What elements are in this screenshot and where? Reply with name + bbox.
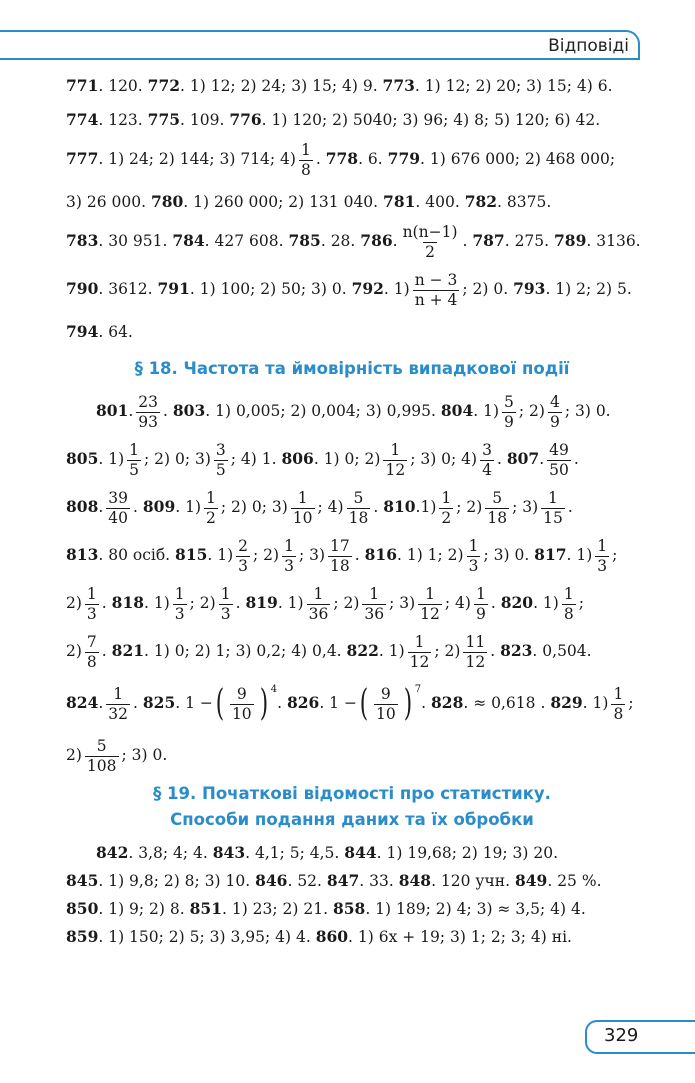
fraction: $\frac{3}{5}$ (215, 441, 226, 479)
fraction: $\frac{1}{10}$ (292, 489, 313, 527)
section-heading: § 18. Частота та ймовірність випадкової події (134, 358, 570, 378)
answer-line: 845. 1) 9,8; 2) 8; 3) 10. 846. 52. 847. 33. 848. 120 учн. 849. 25 %. (66, 870, 602, 890)
fraction: $\frac{1}{8}$ (300, 141, 311, 179)
fraction: $\frac{17}{18}$ (330, 537, 350, 575)
fraction: $\frac{1}{36}$ (364, 585, 385, 623)
fraction: $\frac{1}{5}$ (129, 441, 139, 479)
fraction: $\frac{23}{93}$ (138, 393, 159, 431)
fraction: $\frac{1}{12}$ (385, 441, 406, 479)
page-number: 329 (604, 1025, 639, 1046)
fraction: $\frac{n - 3}{n + 4}$ (414, 271, 458, 309)
fraction: $\frac{1}{3}$ (220, 585, 231, 623)
fraction: $\frac{1}{36}$ (308, 585, 329, 623)
fraction: $\frac{1}{15}$ (543, 489, 563, 527)
answer-line: 2) $\frac{7}{8}$ . 821. 1) 0; 2) 1; 3) 0,2; 4) 0,4. 822. 1) $\frac{1}{12}$ ; 2) $\frac{11}{12}$ . 823. 0,504. (66, 633, 592, 671)
answers-content (66, 68, 641, 950)
answer-line: 783. 30 951. 784. 427 608. 785. 28. 786. $\frac{n(n-1)}{2}$ . 787. 275. 789. 3136. (66, 223, 641, 261)
fraction: $\frac{39}{40}$ (108, 489, 129, 527)
header-frame (0, 30, 640, 60)
section-heading: Способи подання даних та їх обробки (170, 809, 534, 829)
answer-line: 790. 3612. 791. 1) 100; 2) 50; 3) 0. 792. 1) $\frac{n - 3}{n + 4}$ ; 2) 0. 793. 1) 2; 2) 5. (66, 271, 632, 309)
fraction: $\frac{49}{50}$ (549, 441, 569, 479)
answer-line: 771. 120. 772. 1) 12; 2) 24; 3) 15; 4) 9. 773. 1) 12; 2) 20; 3) 15; 4) 6. (66, 75, 613, 95)
answer-line: 774. 123. 775. 109. 776. 1) 120; 2) 5040; 3) 96; 4) 8; 5) 120; 6) 42. (66, 109, 601, 129)
fraction: $\frac{1}{9}$ (475, 585, 486, 623)
answer-line: 794. 64. (66, 321, 133, 341)
fraction: $\frac{4}{9}$ (549, 393, 560, 431)
fraction: $\frac{5}{18}$ (487, 489, 508, 527)
fraction: $\frac{5}{9}$ (504, 393, 514, 431)
fraction: $\frac{1}{32}$ (108, 685, 129, 723)
fraction: $\frac{1}{12}$ (420, 585, 440, 623)
fraction: $\frac{3}{4}$ (482, 441, 492, 479)
answer-line: 2) $\frac{1}{3}$ . 818. 1) $\frac{1}{3}$ ; 2) $\frac{1}{3}$ . 819. 1) $\frac{1}{36}$ ; 2) $\frac{1}{36}$ ; 3) $\frac{1}{12}$ ; 4) $\frac{1}{9}$ . 820. 1) $\frac{1}{8}$ ; (66, 585, 584, 623)
answer-line: 2) $\frac{5}{108}$ ; 3) 0. (66, 737, 168, 775)
answer-line: 859. 1) 150; 2) 5; 3) 3,95; 4) 4. 860. 1) 6x + 19; 3) 1; 2; 3; 4) ні. (66, 926, 572, 946)
answer-line: 842. 3,8; 4; 4. 843. 4,1; 5; 4,5. 844. 1) 19,68; 2) 19; 3) 20. (96, 842, 559, 862)
fraction: $\frac{1}{8}$ (563, 585, 574, 623)
fraction: $\frac{1}{8}$ (613, 685, 624, 723)
answer-line: 824. $\frac{1}{32}$ . 825. 1 − ( $\frac{9}{10}$ ) 4 . 826. 1 − ( $\frac{9}{10}$ ) 7 . 828. ≈ 0,618 . 829. 1) $\frac{1}{8}$ ; (66, 683, 634, 724)
fraction: $\frac{5}{108}$ (86, 737, 117, 775)
answer-line: 808. $\frac{39}{40}$ . 809. 1) $\frac{1}{2}$ ; 2) 0; 3) $\frac{1}{10}$ ; 4) $\frac{5}{18}$ . 810.1) $\frac{1}{2}$ ; 2) $\frac{5}{18}$ ; 3) $\frac{1}{15}$ . (66, 489, 573, 527)
fraction: $\frac{1}{3}$ (174, 585, 185, 623)
answer-line: 801. $\frac{23}{93}$ . 803. 1) 0,005; 2) 0,004; 3) 0,995. 804. 1) $\frac{5}{9}$ ; 2) $\frac{4}{9}$ ; 3) 0. (96, 393, 611, 431)
fraction: $\frac{1}{3}$ (597, 537, 608, 575)
fraction: $\frac{9}{10}$ (376, 685, 396, 723)
fraction: $\frac{2}{3}$ (238, 537, 249, 575)
fraction: $\frac{7}{8}$ (86, 633, 97, 671)
fraction: $\frac{1}{12}$ (409, 633, 430, 671)
fraction: $\frac{9}{10}$ (231, 685, 252, 723)
fraction: $\frac{1}{2}$ (441, 489, 452, 527)
fraction: $\frac{1}{3}$ (284, 537, 294, 575)
answer-line: 3) 26 000. 780. 1) 260 000; 2) 131 040. 781. 400. 782. 8375. (66, 191, 552, 211)
answer-line: 805. 1) $\frac{1}{5}$ ; 2) 0; 3) $\frac{3}{5}$ ; 4) 1. 806. 1) 0; 2) $\frac{1}{12}$ ; 3) 0; 4) $\frac{3}{4}$ . 807. $\frac{49}{50}$ . (66, 441, 579, 479)
fraction: $\frac{11}{12}$ (465, 633, 486, 671)
section-heading: § 19. Початкові відомості про статистику. (153, 783, 551, 803)
page-number-frame (585, 1020, 695, 1054)
fraction: $\frac{5}{18}$ (348, 489, 369, 527)
answer-line: 850. 1) 9; 2) 8. 851. 1) 23; 2) 21. 858. 1) 189; 2) 4; 3) ≈ 3,5; 4) 4. (66, 898, 586, 918)
fraction: $\frac{1}{2}$ (206, 489, 216, 527)
fraction: $\frac{1}{3}$ (468, 537, 479, 575)
running-header: Відповіді (548, 36, 629, 56)
answer-line: 813. 80 осіб. 815. 1) $\frac{2}{3}$ ; 2) $\frac{1}{3}$ ; 3) $\frac{17}{18}$ . 816. 1) 1; 2) $\frac{1}{3}$ ; 3) 0. 817. 1) $\frac{1}{3}$ ; (66, 537, 618, 575)
answer-line: 777. 1) 24; 2) 144; 3) 714; 4) $\frac{1}{8}$ . 778. 6. 779. 1) 676 000; 2) 468 000; (66, 141, 616, 179)
fraction: $\frac{1}{3}$ (86, 585, 97, 623)
fraction: $\frac{n(n-1)}{2}$ (402, 223, 458, 261)
